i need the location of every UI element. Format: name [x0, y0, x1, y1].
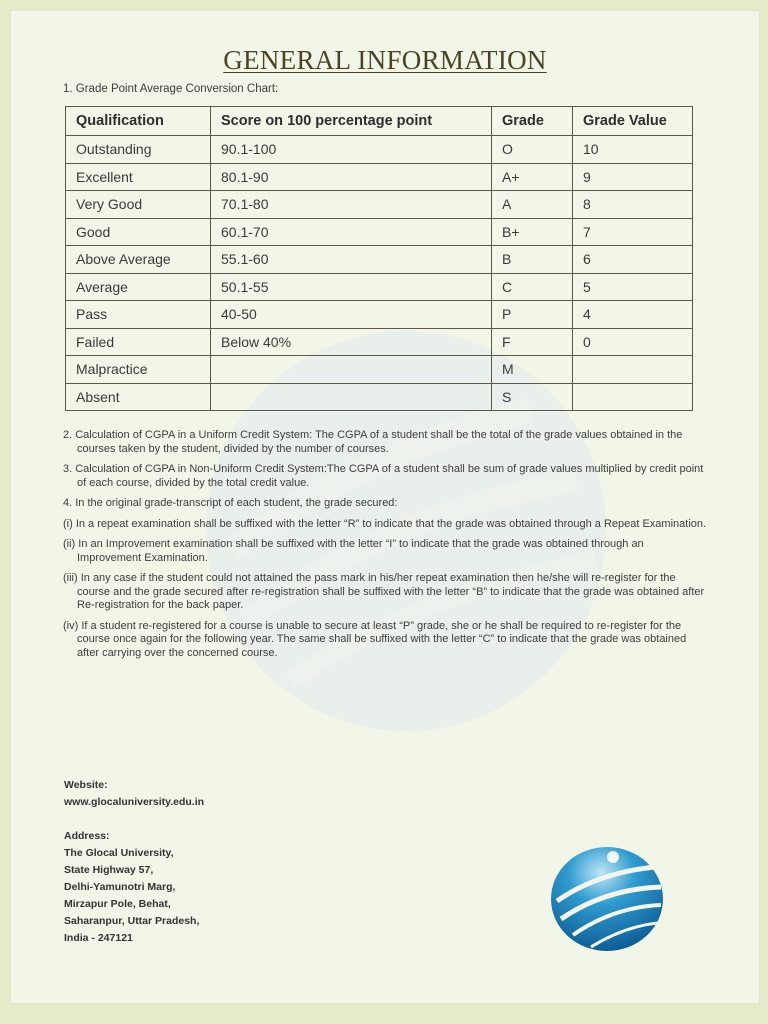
cell-grade: A [492, 191, 573, 219]
note-paragraph: 4. In the original grade-transcript of each student, the grade secured: [63, 497, 398, 509]
cell-score: Below 40% [211, 328, 492, 356]
document-page [10, 10, 760, 1004]
table-row [66, 136, 693, 164]
address-line: India - 247121 [64, 932, 133, 944]
cell-grade-value: 5 [573, 273, 693, 301]
note-paragraph: (iv) If a student re-registered for a course is unable to secure at least “P” grade, she or he shall be required to re-register for the course once again for the following year. The same shall be suffixed with the letter “C” to indicate that the grade was obtained after carrying over the concerned course. [63, 619, 687, 659]
contact-info [64, 777, 204, 947]
table-row [66, 383, 693, 411]
note-paragraph: (iii) In any case if the student could not attained the pass mark in his/her repeat examination then he/she will re-register for the course and the grade secured after re-registration shall be suffixed with the letter “B” to indicate that the grade was obtained after Re-registration for the back paper. [63, 572, 705, 611]
address-line: The Glocal University, [64, 847, 174, 859]
cell-qualification: Failed [66, 328, 211, 356]
table-row [66, 301, 693, 329]
cell-qualification: Good [66, 218, 211, 246]
table-row [66, 328, 693, 356]
address-line: Saharanpur, Uttar Pradesh, [64, 915, 200, 927]
cell-score: 55.1-60 [211, 246, 492, 274]
website-url: www.glocaluniversity.edu.in [64, 796, 205, 808]
cell-qualification: Average [66, 273, 211, 301]
cell-score: 70.1-80 [211, 191, 492, 219]
header-grade-value: Grade Value [573, 107, 693, 136]
note-paragraph: 2. Calculation of CGPA in a Uniform Credit System: The CGPA of a student shall be the total of the grade values obtained in the courses taken by the student, divided by the number of courses. [63, 429, 683, 455]
page-title: GENERAL INFORMATION [223, 45, 547, 75]
cell-score: 80.1-90 [211, 163, 492, 191]
cell-qualification: Pass [66, 301, 211, 329]
header-score: Score on 100 percentage point [211, 107, 492, 136]
address-label: Address: [64, 830, 110, 842]
address-lines [64, 845, 204, 947]
cell-grade-value [573, 383, 693, 411]
header-qualification: Qualification [66, 107, 211, 136]
cell-grade-value: 8 [573, 191, 693, 219]
cell-grade-value: 6 [573, 246, 693, 274]
cell-grade-value: 0 [573, 328, 693, 356]
website-label: Website: [64, 779, 108, 791]
address-line: Mirzapur Pole, Behat, [64, 898, 171, 910]
cell-qualification: Malpractice [66, 356, 211, 384]
cell-grade-value: 4 [573, 301, 693, 329]
cell-grade-value: 7 [573, 218, 693, 246]
table-row [66, 246, 693, 274]
cell-score: 90.1-100 [211, 136, 492, 164]
note-paragraph: 3. Calculation of CGPA in Non-Uniform Credit System:The CGPA of a student shall be sum of grade values multiplied by credit point of each course, divided by the total credit value. [63, 463, 704, 489]
cell-qualification: Very Good [66, 191, 211, 219]
table-row [66, 273, 693, 301]
cell-qualification: Outstanding [66, 136, 211, 164]
cell-grade: O [492, 136, 573, 164]
cell-grade: M [492, 356, 573, 384]
chart-label: 1. Grade Point Average Conversion Chart: [63, 83, 279, 95]
table-row [66, 163, 693, 191]
university-logo-icon [547, 843, 665, 953]
cell-score: 40-50 [211, 301, 492, 329]
cell-qualification: Above Average [66, 246, 211, 274]
table-row [66, 191, 693, 219]
cell-grade: P [492, 301, 573, 329]
grade-conversion-table [65, 106, 693, 411]
cell-score: 60.1-70 [211, 218, 492, 246]
cell-qualification: Excellent [66, 163, 211, 191]
notes-section [63, 429, 709, 667]
cell-grade: S [492, 383, 573, 411]
address-line: Delhi-Yamunotri Marg, [64, 881, 176, 893]
cell-grade: B [492, 246, 573, 274]
cell-score [211, 383, 492, 411]
cell-grade-value: 10 [573, 136, 693, 164]
header-grade: Grade [492, 107, 573, 136]
cell-grade: A+ [492, 163, 573, 191]
table-row [66, 356, 693, 384]
cell-grade: F [492, 328, 573, 356]
cell-grade: C [492, 273, 573, 301]
cell-qualification: Absent [66, 383, 211, 411]
table-row [66, 218, 693, 246]
note-paragraph: (ii) In an Improvement examination shall be suffixed with the letter “I” to indicate that the grade was obtained through an Improvement Examination. [63, 538, 644, 564]
cell-grade: B+ [492, 218, 573, 246]
address-line: State Highway 57, [64, 864, 154, 876]
cell-score: 50.1-55 [211, 273, 492, 301]
cell-score [211, 356, 492, 384]
cell-grade-value: 9 [573, 163, 693, 191]
cell-grade-value [573, 356, 693, 384]
note-paragraph: (i) In a repeat examination shall be suffixed with the letter “R” to indicate that the grade was obtained through a Repeat Examination. [63, 517, 707, 530]
table-header-row [66, 107, 693, 136]
